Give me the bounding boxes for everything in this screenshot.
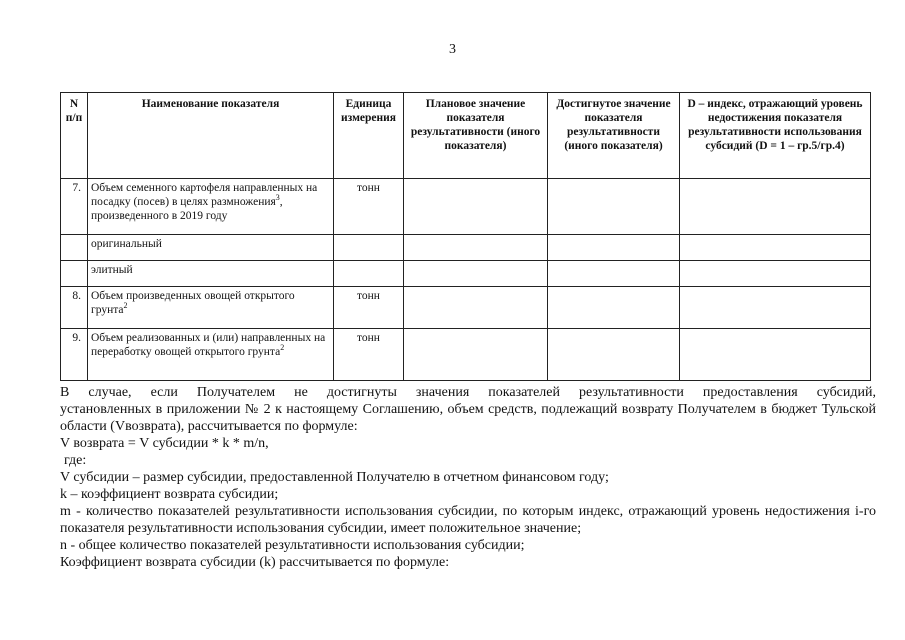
row-num: 7.	[61, 179, 88, 235]
definition-m: m - количество показателей результативности использования субсидии, по которым индекс, отражающий уровень недостижения i-го показателя результативности использования субсидии, имеет положительное значение;	[60, 504, 876, 536]
row-name: элитный	[88, 261, 334, 287]
header-num: N п/п	[61, 93, 88, 179]
row-name: оригинальный	[88, 235, 334, 261]
indicators-table	[60, 92, 871, 381]
header-unit: Единица измерения	[334, 93, 404, 179]
table-row	[61, 261, 871, 287]
definition-k: k – коэффициент возврата субсидии;	[60, 487, 279, 502]
row-unit: тонн	[334, 287, 404, 329]
page-number: 3	[449, 42, 456, 57]
row-unit	[334, 235, 404, 261]
row-num: 9.	[61, 329, 88, 381]
row-name: Объем реализованных и (или) направленных на переработку овощей открытого грунта$^2$	[88, 329, 334, 381]
definition-n: n - общее количество показателей результативности использования субсидии;	[60, 538, 525, 553]
coefficient-formula-intro: Коэффициент возврата субсидии (k) рассчитывается по формуле:	[60, 555, 450, 570]
row-name: Объем семенного картофеля направленных на посадку (посев) в целях размножения$^3$, произведенного в 2019 году	[88, 179, 334, 235]
paragraph-condition: установленных в приложении № 2 к настоящему Соглашению, объем средств, подлежащий возврату Получателем в бюджет Тульской области (Vвозврата), рассчитывается по формуле:	[60, 402, 876, 434]
definition-v-subsidy: V субсидии – размер субсидии, предоставленной Получателю в отчетном финансовом году;	[60, 470, 609, 485]
row-num	[61, 261, 88, 287]
where-label: где:	[64, 453, 87, 468]
table-row	[61, 287, 871, 329]
row-num: 8.	[61, 287, 88, 329]
table-header-row	[61, 93, 871, 179]
row-unit	[334, 261, 404, 287]
row-unit: тонн	[334, 329, 404, 381]
row-unit: тонн	[334, 179, 404, 235]
header-name: Наименование показателя	[88, 93, 334, 179]
paragraph-condition-first-line: В случае, если Получателем не достигнуты значения показателей результативности предоставления субсидий,	[60, 385, 876, 400]
document-body	[60, 384, 876, 571]
table-row	[61, 329, 871, 381]
header-achieved: Достигнутое значение показателя результативности (иного показателя)	[548, 93, 680, 179]
table-row	[61, 179, 871, 235]
header-index: D – индекс, отражающий уровень недостижения показателя результативности использования субсидий (D = 1 – гр.5/гр.4)	[680, 93, 871, 179]
header-planned: Плановое значение показателя результативности (иного показателя)	[404, 93, 548, 179]
row-num	[61, 235, 88, 261]
formula-return: V возврата = V субсидии * k * m/n,	[60, 436, 269, 451]
table-row	[61, 235, 871, 261]
row-name: Объем произведенных овощей открытого грунта$^2$	[88, 287, 334, 329]
